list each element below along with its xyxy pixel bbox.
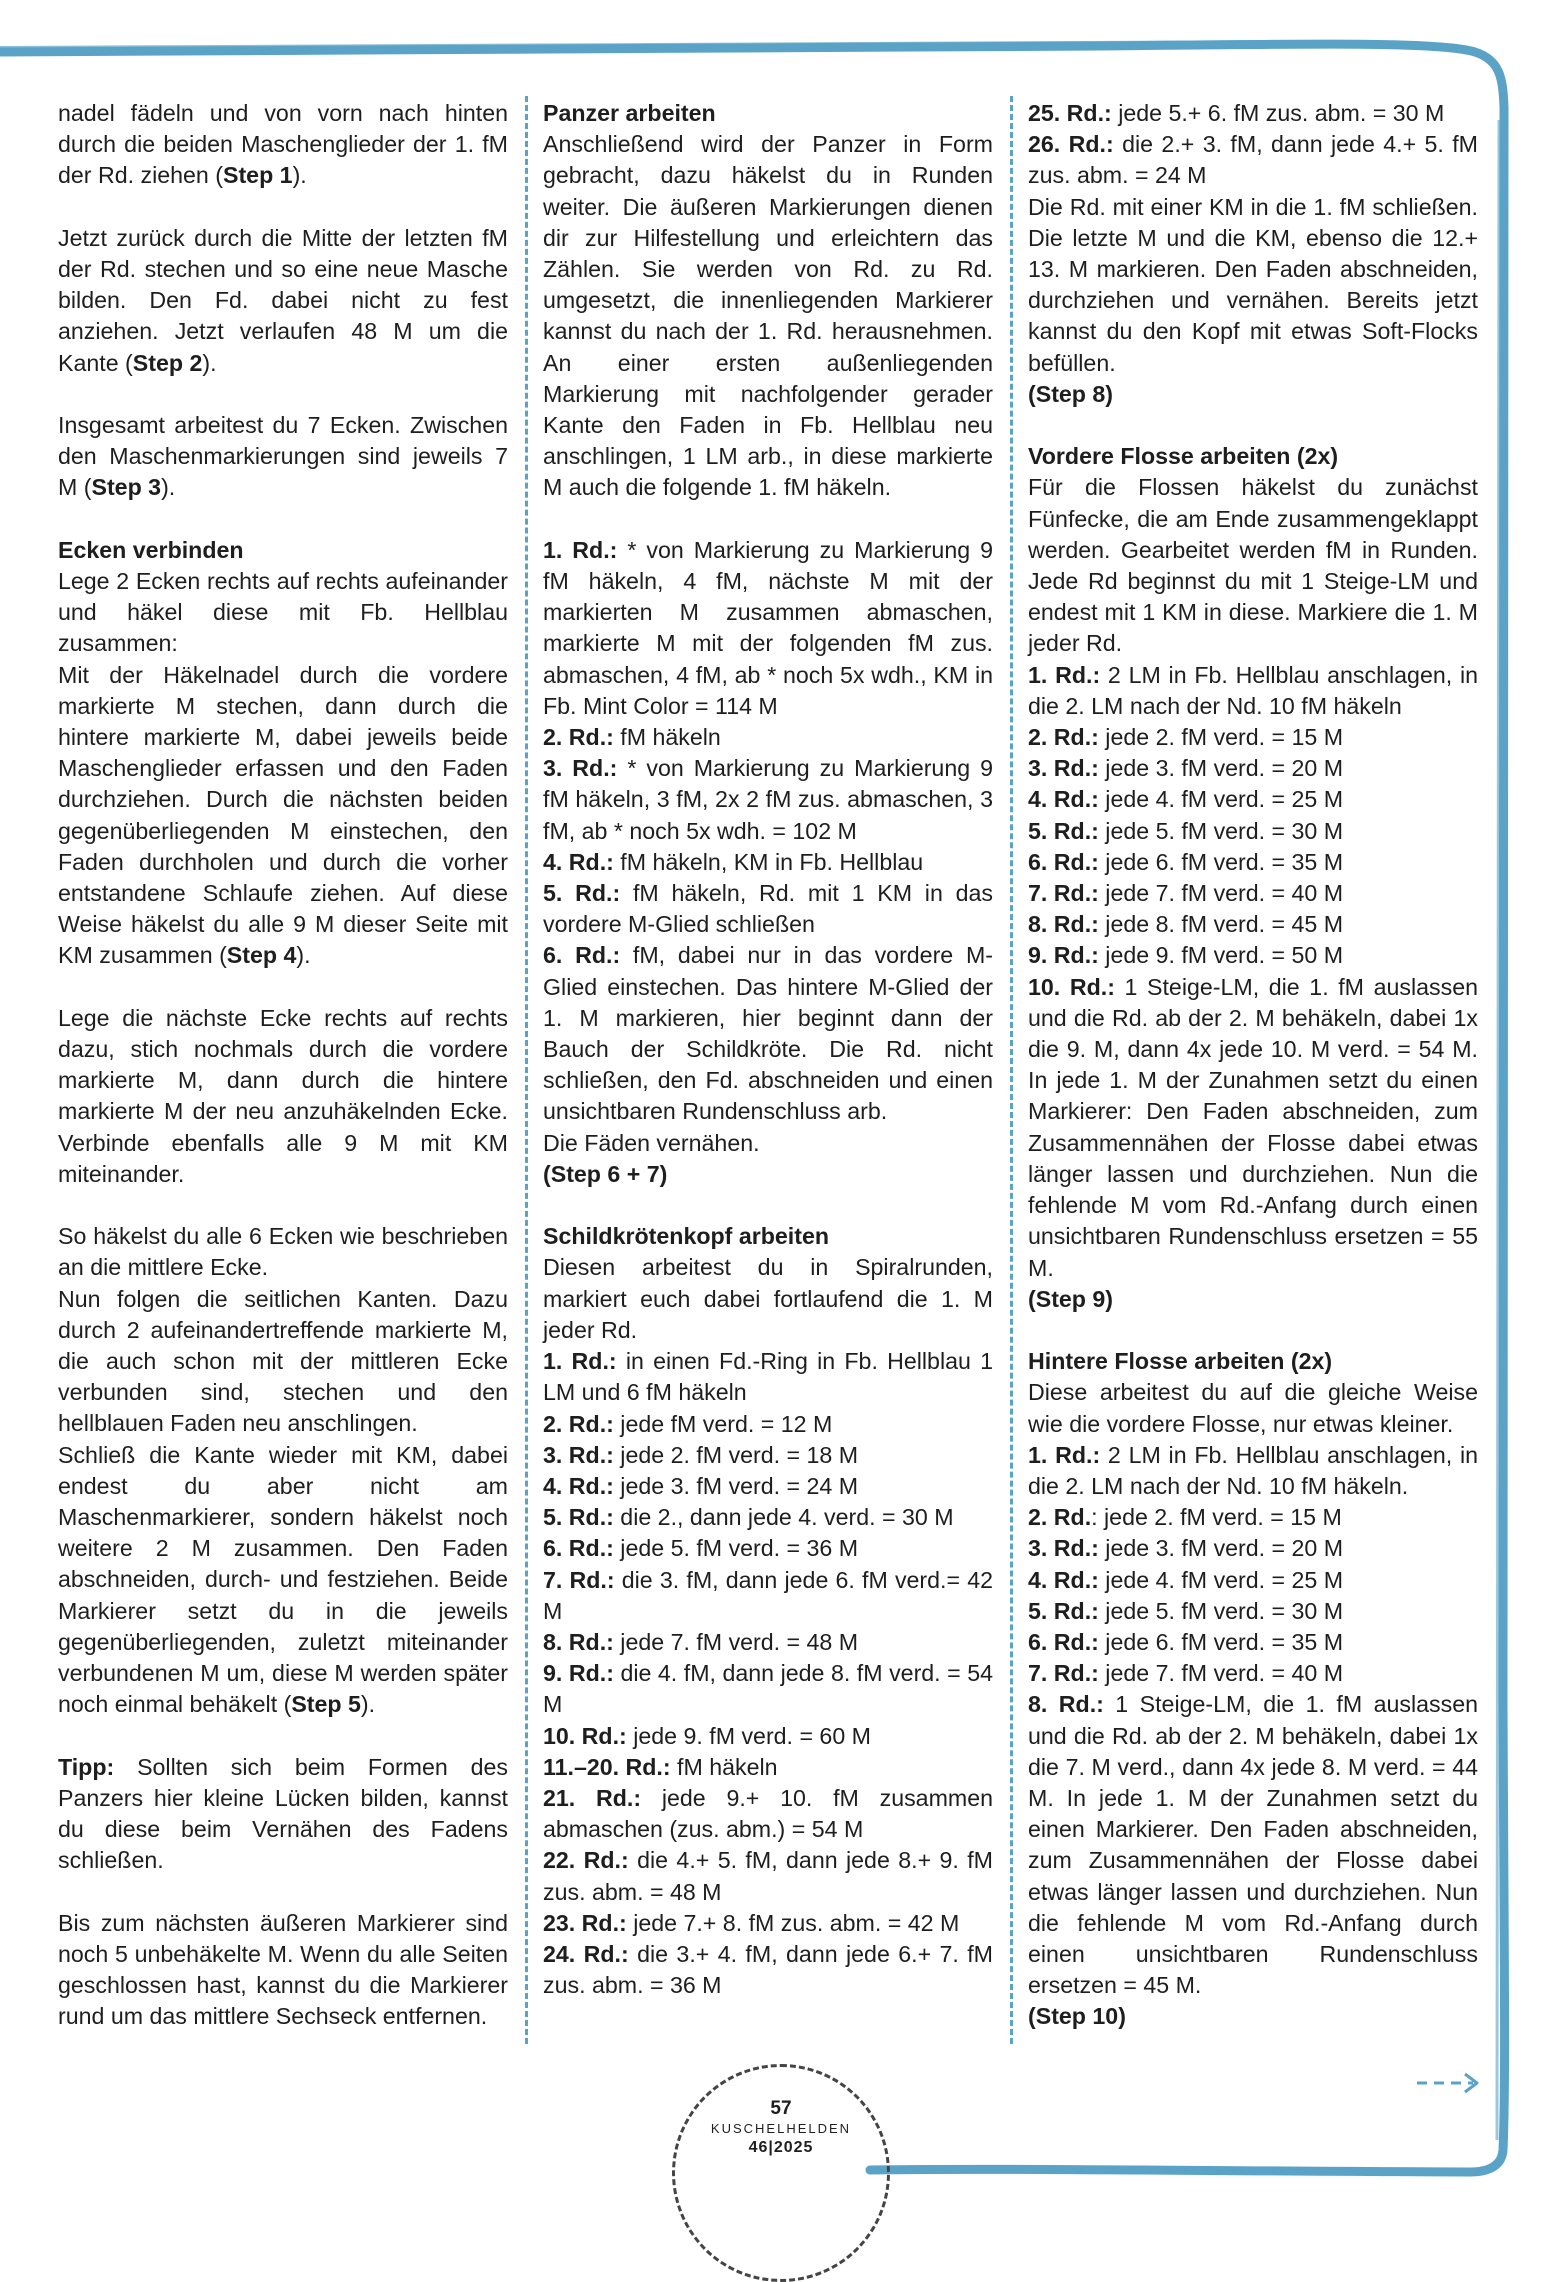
round-row: 9. Rd.: jede 9. fM verd. = 50 M xyxy=(1028,942,1344,969)
column-separator-1 xyxy=(525,96,528,2044)
column-2 xyxy=(543,98,993,2001)
round-row: 11.–20. Rd.: fM häkeln xyxy=(543,1753,778,1780)
round-row: 2. Rd.: jede 2. fM verd. = 15 M xyxy=(1028,1504,1342,1531)
round-row: 8. Rd.: jede 8. fM verd. = 45 M xyxy=(1028,911,1344,938)
round-row: 5. Rd.: fM häkeln, Rd. mit 1 KM in das vordere M-Glied schließen xyxy=(543,880,993,938)
round-row: 6. Rd.: jede 5. fM verd. = 36 M xyxy=(543,1535,859,1562)
round-row: 9. Rd.: die 4. fM, dann jede 8. fM verd. = 54 M xyxy=(543,1660,993,1718)
round-row: 1. Rd.: * von Markierung zu Markierung 9 fM häkeln, 4 fM, nächste M mit der markierten M zusammen abmaschen, markierte M mit der folgenden fM zus. abmaschen, 4 fM, ab * noch 5x wdh., KM in Fb. Mint Color = 114 M xyxy=(543,536,993,719)
paragraph: Schließ die Kante wieder mit KM, dabei endest du aber nicht am Maschenmarkierer, sondern häkelst noch weitere 2 M zusammen. Den Faden abschneiden, durch- und festziehen. Beide Markierer setzt du in die jeweils gegenüberliegenden, zuletzt miteinander verbundenen M um, diese M werden später noch einmal behäkelt (Step 5). xyxy=(58,1441,508,1718)
round-row: 2. Rd.: jede 2. fM verd. = 15 M xyxy=(1028,724,1344,751)
round-row: 21. Rd.: jede 9.+ 10. fM zusammen abmaschen (zus. abm.) = 54 M xyxy=(543,1784,994,1843)
page-footer-badge xyxy=(672,2064,890,2282)
paragraph: Anschließend wird der Panzer in Form gebracht, dazu häkelst du in Runden weiter. Die äußeren Markierungen dienen dir zur Hilfestellung und erleichtern das Zählen. Sie werden von Rd. zu Rd. umgesetzt, die innenliegenden Markierer kannst du nach der 1. Rd. herausnehmen. An einer ersten außenliegenden Markierung mit nachfolgender gerader Kante den Faden in Fb. Hellblau neu anschlingen, 1 LM arb., in diese markierte M auch die folgende 1. fM häkeln. xyxy=(543,131,993,501)
step-reference: (Step 6 + 7) xyxy=(543,1160,668,1187)
round-row: 1. Rd.: 2 LM in Fb. Hellblau anschlagen, in die 2. LM nach der Nd. 10 fM häkeln xyxy=(1028,661,1478,719)
round-list xyxy=(1028,98,1478,192)
paragraph: nadel fädeln und von vorn nach hinten durch die beiden Maschenglieder der 1. fM der Rd. ziehen (Step 1). xyxy=(58,100,508,189)
round-row: 10. Rd.: 1 Steige-LM, die 1. fM auslassen und die Rd. ab der 2. M behäkeln, dabei 1x die 9. M, dann 4x jede 10. M verd. = 54 M. In jede 1. M der Zunahmen setzt du einen Markierer: Den Faden abschneiden, zum Zusammennähen der Flosse dabei etwas länger lassen und durchziehen. Nun die fehlende M vom Rd.-Anfang durch einen unsichtbaren Rundenschluss ersetzen = 55 M. xyxy=(1028,973,1479,1281)
paragraph: Die Fäden vernähen. xyxy=(543,1129,760,1156)
step-reference: (Step 9) xyxy=(1028,1285,1114,1312)
round-row: 5. Rd.: jede 5. fM verd. = 30 M xyxy=(1028,817,1344,844)
tip-box: Tipp: Sollten sich beim Formen des Panzers hier kleine Lücken bilden, kannst du diese beim Vernähen des Fadens schließen. xyxy=(58,1753,508,1874)
paragraph: Lege 2 Ecken rechts auf rechts aufeinander und häkel diese mit Fb. Hellblau zusammen: xyxy=(58,568,508,657)
round-row: 2. Rd.: jede fM verd. = 12 M xyxy=(543,1410,833,1437)
round-list xyxy=(543,535,993,1128)
section-heading: Hintere Flosse arbeiten (2x) xyxy=(1028,1348,1333,1375)
round-row: 22. Rd.: die 4.+ 5. fM, dann jede 8.+ 9. fM zus. abm. = 48 M xyxy=(543,1847,993,1905)
round-row: 6. Rd.: fM, dabei nur in das vordere M-Glied einstechen. Das hintere M-Glied der 1. M markieren, hier beginnt dann der Bauch der Schildkröte. Die Rd. nicht schließen, den Fd. abschneiden und einen unsichtbaren Rundenschluss arb. xyxy=(543,942,993,1125)
section-heading: Vordere Flosse arbeiten (2x) xyxy=(1028,443,1339,470)
paragraph: Die Rd. mit einer KM in die 1. fM schließen. Die letzte M und die KM, ebenso die 12.+ 13. M markieren. Den Faden abschneiden, durchziehen und vernähen. Bereits jetzt kannst du den Kopf mit etwas Soft-Flocks befüllen. xyxy=(1028,193,1478,376)
round-row: 4. Rd.: jede 4. fM verd. = 25 M xyxy=(1028,1566,1344,1593)
round-row: 1. Rd.: in einen Fd.-Ring in Fb. Hellblau 1 LM und 6 fM häkeln xyxy=(543,1348,993,1406)
paragraph: Diese arbeitest du auf die gleiche Weise wie die vordere Flosse, nur etwas kleiner. xyxy=(1028,1379,1478,1437)
round-row: 26. Rd.: die 2.+ 3. fM, dann jede 4.+ 5. fM zus. abm. = 24 M xyxy=(1028,131,1478,189)
round-row: 5. Rd.: die 2., dann jede 4. verd. = 30 M xyxy=(543,1504,954,1531)
paragraph: Bis zum nächsten äußeren Markierer sind noch 5 unbehäkelte M. Wenn du alle Seiten geschlossen hast, kannst du die Markierer rund um das mittlere Sechseck entfernen. xyxy=(58,1909,508,2030)
round-row: 4. Rd.: fM häkeln, KM in Fb. Hellblau xyxy=(543,848,924,875)
continue-arrow-icon xyxy=(1415,2068,1485,2098)
section-heading: Ecken verbinden xyxy=(58,536,244,563)
round-list xyxy=(1028,1440,1478,2002)
round-row: 8. Rd.: jede 7. fM verd. = 48 M xyxy=(543,1628,859,1655)
round-row: 3. Rd.: jede 3. fM verd. = 20 M xyxy=(1028,1535,1344,1562)
round-row: 7. Rd.: jede 7. fM verd. = 40 M xyxy=(1028,880,1344,907)
step-reference: (Step 10) xyxy=(1028,2003,1126,2030)
round-list xyxy=(1028,660,1478,1284)
round-row: 6. Rd.: jede 6. fM verd. = 35 M xyxy=(1028,848,1344,875)
section-heading: Panzer arbeiten xyxy=(543,100,716,126)
round-row: 1. Rd.: 2 LM in Fb. Hellblau anschlagen, in die 2. LM nach der Nd. 10 fM häkeln. xyxy=(1028,1441,1478,1499)
paragraph: Mit der Häkelnadel durch die vordere markierte M stechen, dann durch die hintere markierte M, dabei jeweils beide Maschenglieder erfassen und den Faden durchziehen. Durch die nächsten beiden gegenüberliegenden M einstechen, den Faden durchholen und durch die vorher entstandene Schlaufe ziehen. Auf diese Weise häkelst du alle 9 M dieser Seite mit KM zusammen (Step 4). xyxy=(58,661,508,969)
round-row: 10. Rd.: jede 9. fM verd. = 60 M xyxy=(543,1722,871,1749)
page-number: 57 xyxy=(770,2098,792,2119)
round-row: 3. Rd.: * von Markierung zu Markierung 9 fM häkeln, 3 fM, 2x 2 fM zus. abmaschen, 3 fM, ab * noch 5x wdh. = 102 M xyxy=(543,755,993,844)
round-row: 2. Rd.: fM häkeln xyxy=(543,724,721,751)
paragraph: So häkelst du alle 6 Ecken wie beschrieben an die mittlere Ecke. xyxy=(58,1223,508,1281)
round-row: 3. Rd.: jede 2. fM verd. = 18 M xyxy=(543,1441,859,1468)
round-row: 25. Rd.: jede 5.+ 6. fM zus. abm. = 30 M xyxy=(1028,100,1445,126)
round-row: 4. Rd.: jede 4. fM verd. = 25 M xyxy=(1028,786,1344,813)
column-1 xyxy=(58,98,508,2032)
round-row: 4. Rd.: jede 3. fM verd. = 24 M xyxy=(543,1472,859,1499)
step-reference: (Step 8) xyxy=(1028,380,1114,407)
round-list xyxy=(543,1346,993,2001)
column-3 xyxy=(1028,98,1478,2033)
paragraph: Insgesamt arbeitest du 7 Ecken. Zwischen den Maschenmarkierungen sind jeweils 7 M (Step 3). xyxy=(58,412,508,501)
round-row: 7. Rd.: die 3. fM, dann jede 6. fM verd.= 42 M xyxy=(543,1566,993,1624)
column-separator-2 xyxy=(1010,96,1013,2044)
paragraph: Jetzt zurück durch die Mitte der letzten fM der Rd. stechen und so eine neue Masche bilden. Den Fd. dabei nicht zu fest anziehen. Jetzt verlaufen 48 M um die Kante (Step 2). xyxy=(58,224,508,376)
paragraph: Für die Flossen häkelst du zunächst Fünfecke, die am Ende zusammengeklappt werden. Gearbeitet werden fM in Runden. Jede Rd beginnst du mit 1 Steige-LM und endest mit 1 KM in diese. Markiere die 1. M jeder Rd. xyxy=(1028,474,1478,657)
round-row: 8. Rd.: 1 Steige-LM, die 1. fM auslassen und die Rd. ab der 2. M behäkeln, dabei 1x die 7. M verd., dann 4x jede 8. M verd. = 44 M. In jede 1. M der Zunahmen setzt du einen Markierer. Den Faden abschneiden, zum Zusammennähen der Flosse dabei etwas länger lassen und durchziehen. Nun die fehlende M vom Rd.-Anfang durch einen unsichtbaren Rundenschluss ersetzen = 45 M. xyxy=(1028,1691,1478,1999)
round-row: 6. Rd.: jede 6. fM verd. = 35 M xyxy=(1028,1628,1344,1655)
paragraph: Nun folgen die seitlichen Kanten. Dazu durch 2 aufeinandertreffende markierte M, die auch schon mit der mittleren Ecke verbunden sind, stechen und den hellblauen Faden neu anschlingen. xyxy=(58,1285,508,1437)
paragraph: Lege die nächste Ecke rechts auf rechts dazu, stich nochmals durch die vordere markierte M, dann durch die hintere markierte M der neu anzuhäkelnden Ecke. Verbinde ebenfalls alle 9 M mit KM miteinander. xyxy=(58,1004,508,1187)
paragraph: Diesen arbeitest du in Spiralrunden, markiert euch dabei fortlaufend die 1. M jeder Rd. xyxy=(543,1254,993,1343)
magazine-name: KUSCHELHELDEN xyxy=(710,2121,852,2136)
issue-number: 46|2025 xyxy=(748,2139,814,2156)
round-row: 7. Rd.: jede 7. fM verd. = 40 M xyxy=(1028,1660,1344,1687)
round-row: 24. Rd.: die 3.+ 4. fM, dann jede 6.+ 7. fM zus. abm. = 36 M xyxy=(543,1940,993,1999)
round-row: 3. Rd.: jede 3. fM verd. = 20 M xyxy=(1028,755,1344,782)
round-row: 23. Rd.: jede 7.+ 8. fM zus. abm. = 42 M xyxy=(543,1909,960,1936)
section-heading: Schildkrötenkopf arbeiten xyxy=(543,1223,830,1250)
round-row: 5. Rd.: jede 5. fM verd. = 30 M xyxy=(1028,1597,1344,1624)
